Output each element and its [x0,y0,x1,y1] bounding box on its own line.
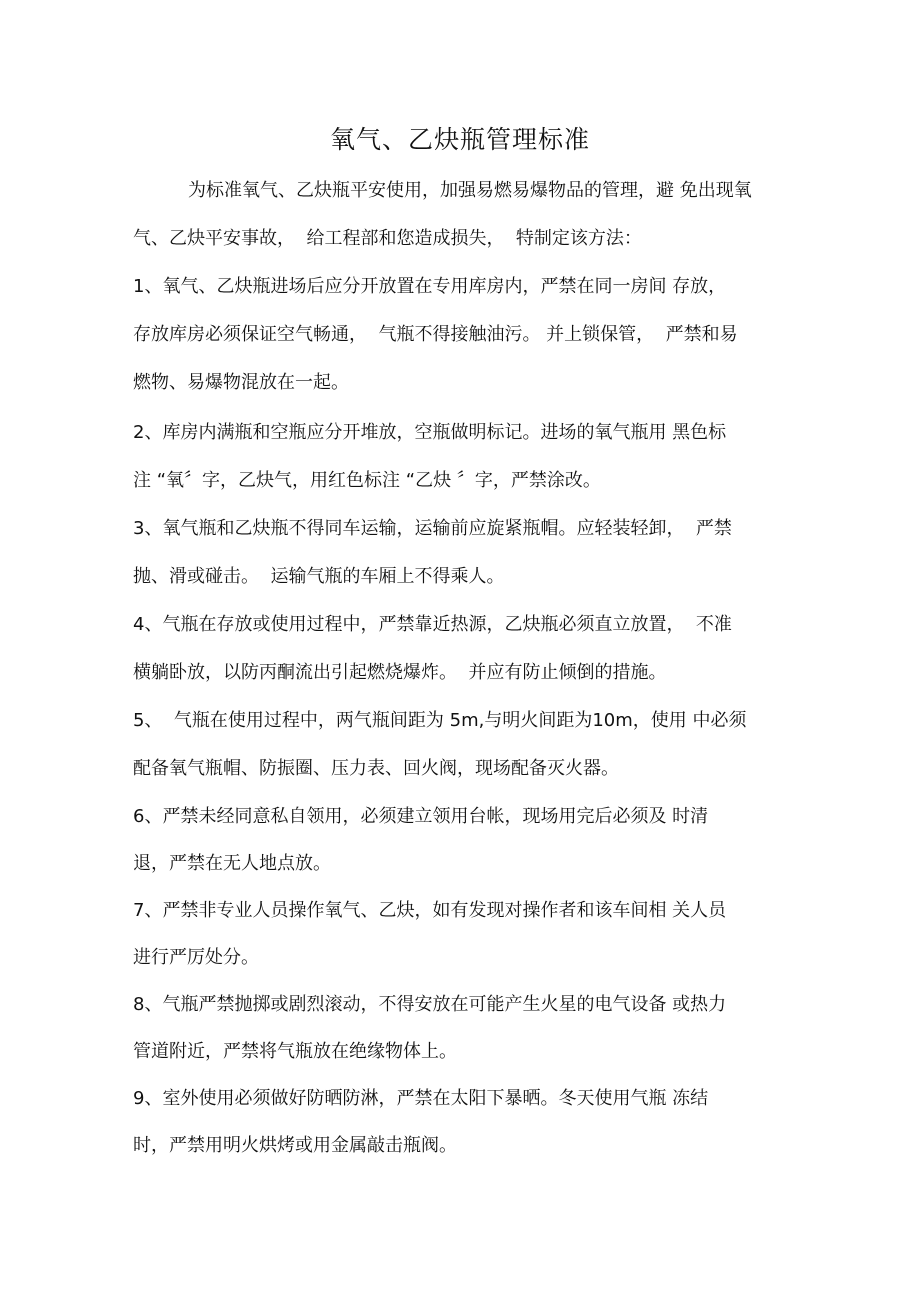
item-9-line-2: 时，严禁用明火烘烤或用金属敲击瓶阀。 [133,1135,457,1156]
item-9-line-1: 9、室外使用必须做好防晒防淋，严禁在太阳下暴晒。冬天使用气瓶 冻结 [133,1088,709,1109]
item-4-line-1: 4、气瓶在存放或使用过程中，严禁靠近热源，乙炔瓶必须直立放置， 不准 [133,614,732,635]
item-1-line-1: 1、氧气、乙炔瓶进场后应分开放置在专用库房内，严禁在同一房间 存放， [133,276,727,297]
item-6-line-2: 退，严禁在无人地点放。 [133,853,331,874]
item-2-line-2: 注 “氧〞字，乙炔气，用红色标注 “乙炔 〞字，严禁涂改。 [133,470,601,491]
item-8-line-1: 8、气瓶严禁抛掷或剧烈滚动，不得安放在可能产生火星的电气设备 或热力 [133,994,727,1015]
item-8-line-2: 管道附近，严禁将气瓶放在绝缘物体上。 [133,1041,457,1062]
item-5-line-2: 配备氧气瓶帽、防振圈、压力表、回火阀，现场配备灭火器。 [133,758,619,779]
item-7-line-1: 7、严禁非专业人员操作氧气、乙炔，如有发现对操作者和该车间相 关人员 [133,900,727,921]
item-1-line-3: 燃物、易爆物混放在一起。 [133,372,349,393]
item-1-line-2: 存放库房必须保证空气畅通， 气瓶不得接触油污。 并上锁保管， 严禁和易 [133,324,738,345]
item-7-line-2: 进行严厉处分。 [133,947,259,968]
item-5-line-1: 5、 气瓶在使用过程中，两气瓶间距为 5m,与明火间距为10m，使用 中必须 [133,710,747,731]
document-title: 氧气、乙炔瓶管理标准 [329,125,590,154]
intro-line-2: 气、乙炔平安事故， 给工程部和您造成损失， 特制定该方法： [133,228,642,249]
item-6-line-1: 6、严禁未经同意私自领用，必须建立领用台帐，现场用完后必须及 时清 [133,806,709,827]
intro-line-1: 为标准氧气、乙炔瓶平安使用，加强易燃易爆物品的管理，避 免出现氧 [188,180,752,201]
item-2-line-1: 2、库房内满瓶和空瓶应分开堆放，空瓶做明标记。进场的氧气瓶用 黑色标 [133,422,727,443]
item-3-line-2: 抛、滑或碰击。 运输气瓶的车厢上不得乘人。 [133,566,505,587]
item-4-line-2: 横躺卧放，以防丙酮流出引起燃烧爆炸。 并应有防止倾倒的措施。 [133,662,667,683]
item-3-line-1: 3、氧气瓶和乙炔瓶不得同车运输，运输前应旋紧瓶帽。应轻装轻卸， 严禁 [133,518,732,539]
